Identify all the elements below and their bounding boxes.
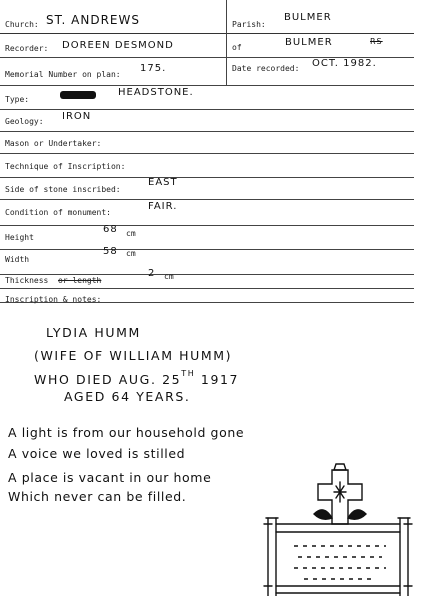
died-date-suffix: TH xyxy=(181,369,196,378)
height-value: 68 xyxy=(103,224,118,235)
parish-label: Parish: xyxy=(232,20,266,29)
died-year-text: 1917 xyxy=(195,372,240,387)
technique-label: Technique of Inscription: xyxy=(5,162,126,171)
died-date-text: WHO DIED AUG. 25 xyxy=(34,372,182,387)
verse-line-4: Which never can be filled. xyxy=(8,489,187,504)
inscription-line-died xyxy=(34,369,240,387)
church-label: Church: xyxy=(5,20,39,29)
mason-label: Mason or Undertaker: xyxy=(5,139,102,148)
scribble-mark xyxy=(60,91,96,99)
thickness-value: 2 xyxy=(148,268,156,279)
verse-line-1: A light is from our household gone xyxy=(8,425,245,440)
form-row-width xyxy=(0,249,414,275)
width-label: Width xyxy=(5,255,30,264)
condition-label: Condition of monument: xyxy=(5,208,111,217)
inscription-notes-label: Inscription & notes: xyxy=(5,295,102,304)
memorial-number-value: 175. xyxy=(140,63,167,74)
width-unit: cm xyxy=(126,249,136,258)
date-recorded-value: OCT. 1982. xyxy=(312,58,377,69)
verse-line-2: A voice we loved is stilled xyxy=(8,446,186,461)
condition-value: FAIR. xyxy=(148,201,178,212)
of-label: of xyxy=(232,43,242,52)
inscription-line-name: LYDIA HUMM xyxy=(46,325,141,340)
thickness-struck-text: or length xyxy=(58,276,102,285)
parish-value: BULMER xyxy=(284,12,332,23)
type-value: HEADSTONE. xyxy=(118,87,194,98)
of-value: BULMER xyxy=(285,37,333,48)
headstone-sketch xyxy=(258,462,418,596)
geology-value: IRON xyxy=(62,111,92,122)
memorial-number-label: Memorial Number on plan: xyxy=(5,70,121,79)
thickness-label: Thickness xyxy=(5,276,49,285)
height-unit: cm xyxy=(126,229,136,238)
church-value: ST. ANDREWS xyxy=(46,13,140,27)
verse-line-3: A place is vacant in our home xyxy=(8,470,212,485)
geology-label: Geology: xyxy=(5,117,44,126)
width-value: 58 xyxy=(103,246,118,257)
date-recorded-label: Date recorded: xyxy=(232,64,300,73)
recorder-value: DOREEN DESMOND xyxy=(62,40,174,51)
of-value-struck: RS xyxy=(370,37,383,46)
side-inscribed-label: Side of stone inscribed: xyxy=(5,185,121,194)
form-row-height xyxy=(0,225,414,250)
inscription-line-wife: (WIFE OF WILLIAM HUMM) xyxy=(34,348,233,363)
side-inscribed-value: EAST xyxy=(148,177,178,188)
inscription-line-aged: AGED 64 YEARS. xyxy=(64,389,191,404)
height-label: Height xyxy=(5,233,34,242)
type-label: Type: xyxy=(5,95,30,104)
thickness-unit: cm xyxy=(164,272,174,281)
recorder-label: Recorder: xyxy=(5,44,49,53)
